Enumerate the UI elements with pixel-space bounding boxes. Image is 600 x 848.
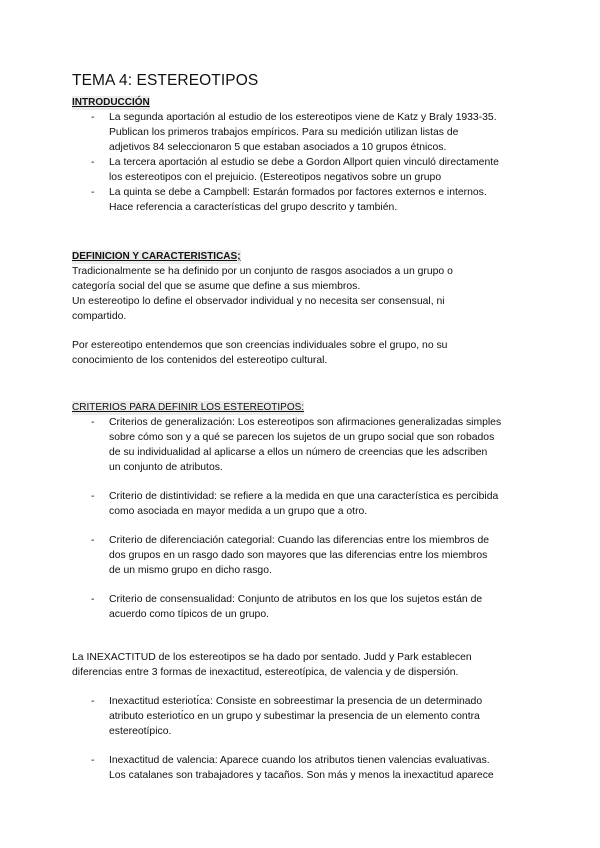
list-item: - La tercera aportación al estudio se debe a Gordon Allport quien vinculó directamente los estereotipos con el prejuicio. (Estereotipos negativos sobre un grupo	[72, 155, 532, 185]
document-page	[72, 72, 532, 783]
list-item: - Criterio de consensualidad: Conjunto de atributos en los que los sujetos están de acuerdo como típicos de un grupo.	[72, 592, 532, 622]
section-heading-criterios: CRITERIOS PARA DEFINIR LOS ESTEREOTIPOS:	[72, 402, 305, 413]
section-heading-definicion: DEFINICION Y CARACTERISTICAS;	[72, 251, 241, 262]
list-item: - Criterio de diferenciación categorial: Cuando las diferencias entre los miembros de dos grupos en un rasgo dado son mayores que las diferencias entre los miembros de un mismo grupo en dicho rasgo.	[72, 533, 532, 578]
list-item: - Inexactitud esteriotı́ca: Consiste en sobreestimar la presencia de un determinado atributo esteriotı́co en un grupo y subestimar la presencia de un elemento contra estereotípico.	[72, 694, 532, 739]
paragraph: Tradicionalmente se ha definido por un conjunto de rasgos asociados a un grupo o categoría social del que se asume que define a sus miembros. Un estereotipo lo define el observador individual y no necesita ser consensual, ni compartido.	[72, 266, 453, 322]
paragraph: Por estereotipo entendemos que son creencias individuales sobre el grupo, no su conocimiento de los contenidos del estereotipo cultural.	[72, 340, 448, 366]
list-item: - Criterio de distintividad: se refiere a la medida en que una característica es percibida como asociada en mayor medida a un grupo que a otro.	[72, 489, 532, 519]
list-item: - La quinta se debe a Campbell: Estarán formados por factores externos e internos. Hace referencia a características del grupo descrito y también.	[72, 185, 532, 215]
list-item: - Inexactitud de valencia: Aparece cuando los atributos tienen valencias evaluativas. Los catalanes son trabajadores y tacaños. Son más y menos la inexactitud aparece	[72, 753, 532, 783]
criterios-list	[72, 415, 532, 622]
page-title: TEMA 4: ESTEREOTIPOS	[72, 72, 259, 89]
inexactitud-list	[72, 694, 532, 783]
intro-list	[72, 110, 532, 215]
section-heading-introduccion: INTRODUCCIÓN	[72, 97, 150, 108]
paragraph: La INEXACTITUD de los estereotipos se ha dado por sentado. Judd y Park establecen diferencias entre 3 formas de inexactitud, estereotípica, de valencia y de dispersión.	[72, 652, 472, 678]
list-item: - La segunda aportación al estudio de los estereotipos viene de Katz y Braly 1933-35. Publican los primeros trabajos empíricos. Para su medición utilizan listas de adjetivos 84 seleccionaron 5 que estaban asociados a 10 grupos étnicos.	[72, 110, 532, 155]
list-item: - Criterios de generalización: Los estereotipos son afirmaciones generalizadas simples sobre cómo son y a qué se parecen los sujetos de un grupo social que son robados de su individualidad al aplicarse a ellos un número de creencias que les adscriben un conjunto de atributos.	[72, 415, 532, 475]
